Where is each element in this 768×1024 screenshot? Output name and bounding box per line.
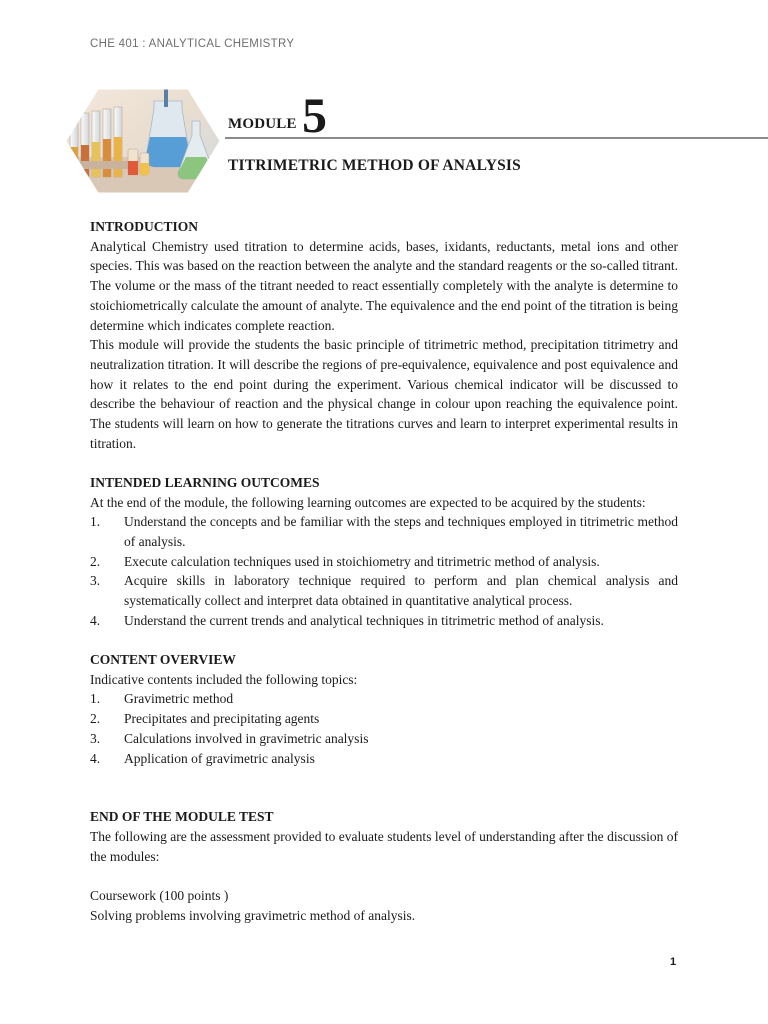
list-item: 1. Understand the concepts and be familiar with the steps and techniques employed in titrimetric method of analysis. <box>90 514 678 550</box>
running-header: CHE 401 : ANALYTICAL CHEMISTRY <box>90 38 295 50</box>
outcomes-intro: At the end of the module, the following learning outcomes are expected to be acquired by the students: <box>90 494 646 510</box>
list-item: 3. Calculations involved in gravimetric analysis <box>90 730 369 746</box>
introduction-paragraph-1: Analytical Chemistry used titration to determine acids, bases, ixidants, reductants, metal ions and other species. This was based on the reaction between the analyte and the standard reagents or the so-called titrant. The volume or the mass of the titrant needed to react essentially completely with the analyte is determine to stoichiometrically calculate the amount of analyte. The equivalence and the end point of the titration is being determine which indicates complete reaction. <box>90 238 678 333</box>
test-heading: END OF THE MODULE TEST <box>90 809 274 825</box>
list-item: 2. Precipitates and precipitating agents <box>90 711 320 727</box>
module-content <box>90 217 678 925</box>
introduction-paragraph-2: This module will provide the students the basic principle of titrimetric method, precipitation titrimetry and neutralization titration. It will describe the regions of pre-equivalence, equivalence and post equivalence and how it relates to the end point during the experiment. Various chemical indicator will be discussed to describe the behaviour of reaction and the physical change in colour upon reaching the equivalence point. The students will learn on how to generate the titrations curves and learn to interpret experimental results in titration. <box>90 337 678 451</box>
overview-list <box>90 689 678 768</box>
list-item: 1. Gravimetric method <box>90 691 234 707</box>
list-item: 4. Understand the current trends and analytical techniques in titrimetric method of analysis. <box>90 612 604 628</box>
overview-intro: Indicative contents included the following topics: <box>90 671 358 687</box>
list-item: 2. Execute calculation techniques used in stoichiometry and titrimetric method of analysis. <box>90 553 600 569</box>
lab-test-tubes-photo <box>64 87 222 195</box>
module-label: MODULE <box>228 116 297 132</box>
introduction-heading: INTRODUCTION <box>90 219 199 234</box>
test-description: Solving problems involving gravimetric method of analysis. <box>90 907 416 923</box>
overview-heading: CONTENT OVERVIEW <box>90 652 236 668</box>
test-coursework: Coursework (100 points ) <box>90 887 229 903</box>
list-item: 4. Application of gravimetric analysis <box>90 750 315 766</box>
module-title: TITRIMETRIC METHOD OF ANALYSIS <box>228 157 521 174</box>
module-number: 5 <box>302 87 327 143</box>
list-item: 3. Acquire skills in laboratory technique required to perform and plan chemical analysis and systematically collect and interpret data obtained in quantitative analytical process. <box>90 573 678 609</box>
outcomes-heading: INTENDED LEARNING OUTCOMES <box>90 474 320 490</box>
page-number: 1 <box>670 956 677 968</box>
outcomes-list <box>90 512 678 630</box>
test-intro: The following are the assessment provided to evaluate students level of understanding after the discussion of the modules: <box>90 828 678 864</box>
